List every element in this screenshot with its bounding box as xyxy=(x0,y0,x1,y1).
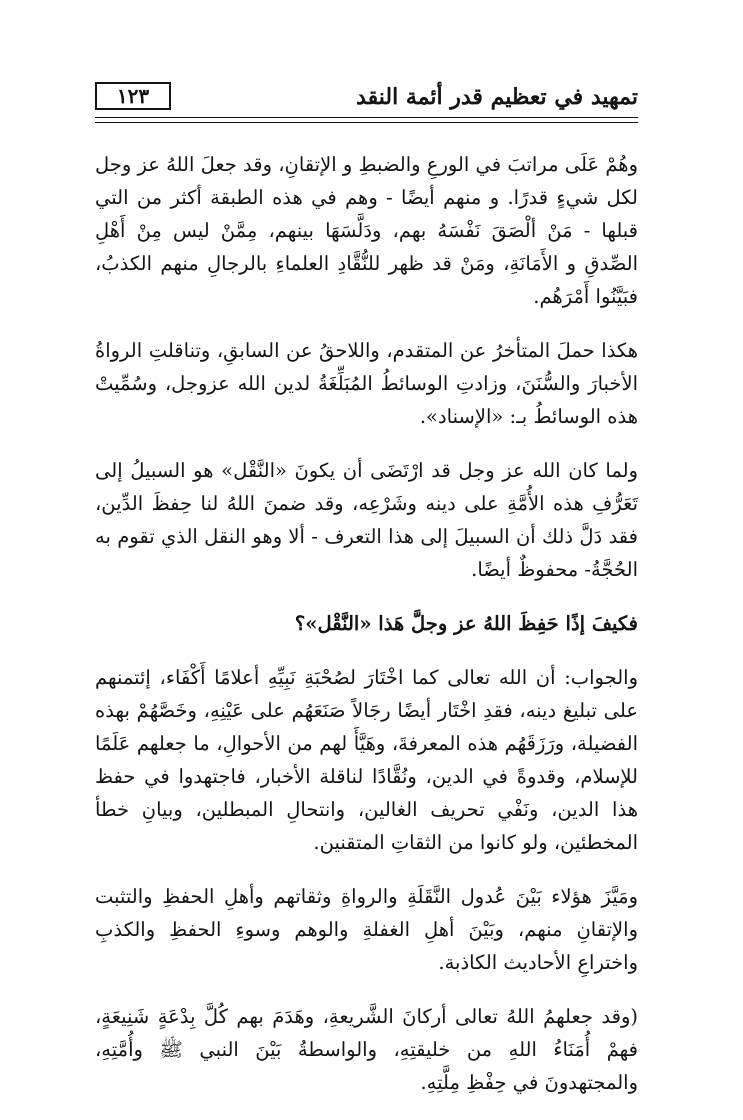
page-number: ١٢٣ xyxy=(95,82,171,110)
paragraph: (وقد جعلهمُ اللهُ تعالى أركانَ الشَّريعةِ، وهَدَمَ بهم كُلَّ بِدْعَةٍ شَنِيعَةٍ، فهمْ أُمَنَاءُ اللهِ من خليقتِهِ، والواسطةُ بَيْنَ النبي ﷺ وأُمَّتِهِ، والمجتهدونَ في حِفْظِ مِلَّتِهِ. xyxy=(95,1005,638,1094)
running-header xyxy=(95,82,638,122)
paragraph: ولما كان الله عز وجل قد ارْتَضَى أن يكونَ «النَّقْل» هو السبيلُ إلى تَعَرُّفِ هذه الأُمَّةِ على دينه وشَرْعِه، وقد ضمنَ اللهُ لنا حِفظَ الدِّين، فقد دَلَّ ذلك أن السبيلَ إلى هذا التعرف - ألا وهو النقل الذي تقوم به الحُجَّةُ- محفوظٌ أيضًا. xyxy=(95,459,638,581)
paragraph: ومَيَّزَ هؤلاء بَيْنَ عُدول النَّقَلَةِ والرواةِ وثقاتهم وأهلِ الحفظِ والتثبت والإتقانِ منهم، وبَيْنَ أهلِ الغفلةِ والوهم وسوءِ الحفظِ والكذبِ واختراعِ الأحاديث الكاذبة. xyxy=(95,885,638,974)
paragraph: هكذا حملَ المتأخرُ عن المتقدم، واللاحقُ عن السابقِ، وتناقلتِ الرواةُ الأخبارَ والسُّنَنَ، وزادتِ الوسائطُ المُبَلِّغَةُ لدين الله عزوجل، وسُمِّيتْ هذه الوسائطُ بـ: «الإسناد». xyxy=(95,339,638,428)
paragraph: وهُمْ عَلَى مراتبَ في الورعِ والضبطِ و الإتقانِ، وقد جعلَ اللهُ عز وجل لكل شيءٍ قدرًا. و منهم أيضًا - وهم في هذه الطبقة أكثر من التي قبلها - مَنْ ألْصَقَ نَفْسَهُ بهم، ودَلَّسَهَا بينهم، مِمَّنْ ليس مِنْ أَهْلِ الصِّدقِ و الأَمَانَةِ، ومَنْ قد ظهر للنُّقَّادِ العلماءِ بالرجالِ منهم الكذبُ، فبَيَّنُوا أَمْرَهُم. xyxy=(95,153,638,308)
header-rule xyxy=(95,117,638,118)
body-text xyxy=(95,148,638,1120)
paragraph: والجواب: أن الله تعالى كما اخْتَارَ لصُحْبَةِ نَبِيِّهِ أعلامًا أَكْفَاء، إئتمنهم على تبليغ دينه، فقدِ اخْتَار أيضًا رجَالاً صَنَعَهُم على عَيْنِهِ، وخَصَّهُمْ بهذه الفضيلة، ورَزَقَهُم هذه المعرفةَ، وهَيَّأَ لهم من الأحوالِ، ما جعلهم عَلَمًا للإسلام، وقدوةً في الدين، ونُقَّادًا لناقلة الأخبار، فاجتهدوا في حفظ هذا الدين، ونَفْي تحريف الغالين، وانتحالِ المبطلين، وبيانِ خطأ المخطئين، ولو كانوا من الثقاتِ المتقنين. xyxy=(95,666,638,854)
header-rule-thin xyxy=(95,122,638,123)
section-question: فكيفَ إذًا حَفِظَ اللهُ عز وجلَّ هَذا «النَّقْل»؟ xyxy=(294,612,638,635)
running-title: تمهيد في تعظيم قدر أئمة النقد xyxy=(356,84,638,110)
